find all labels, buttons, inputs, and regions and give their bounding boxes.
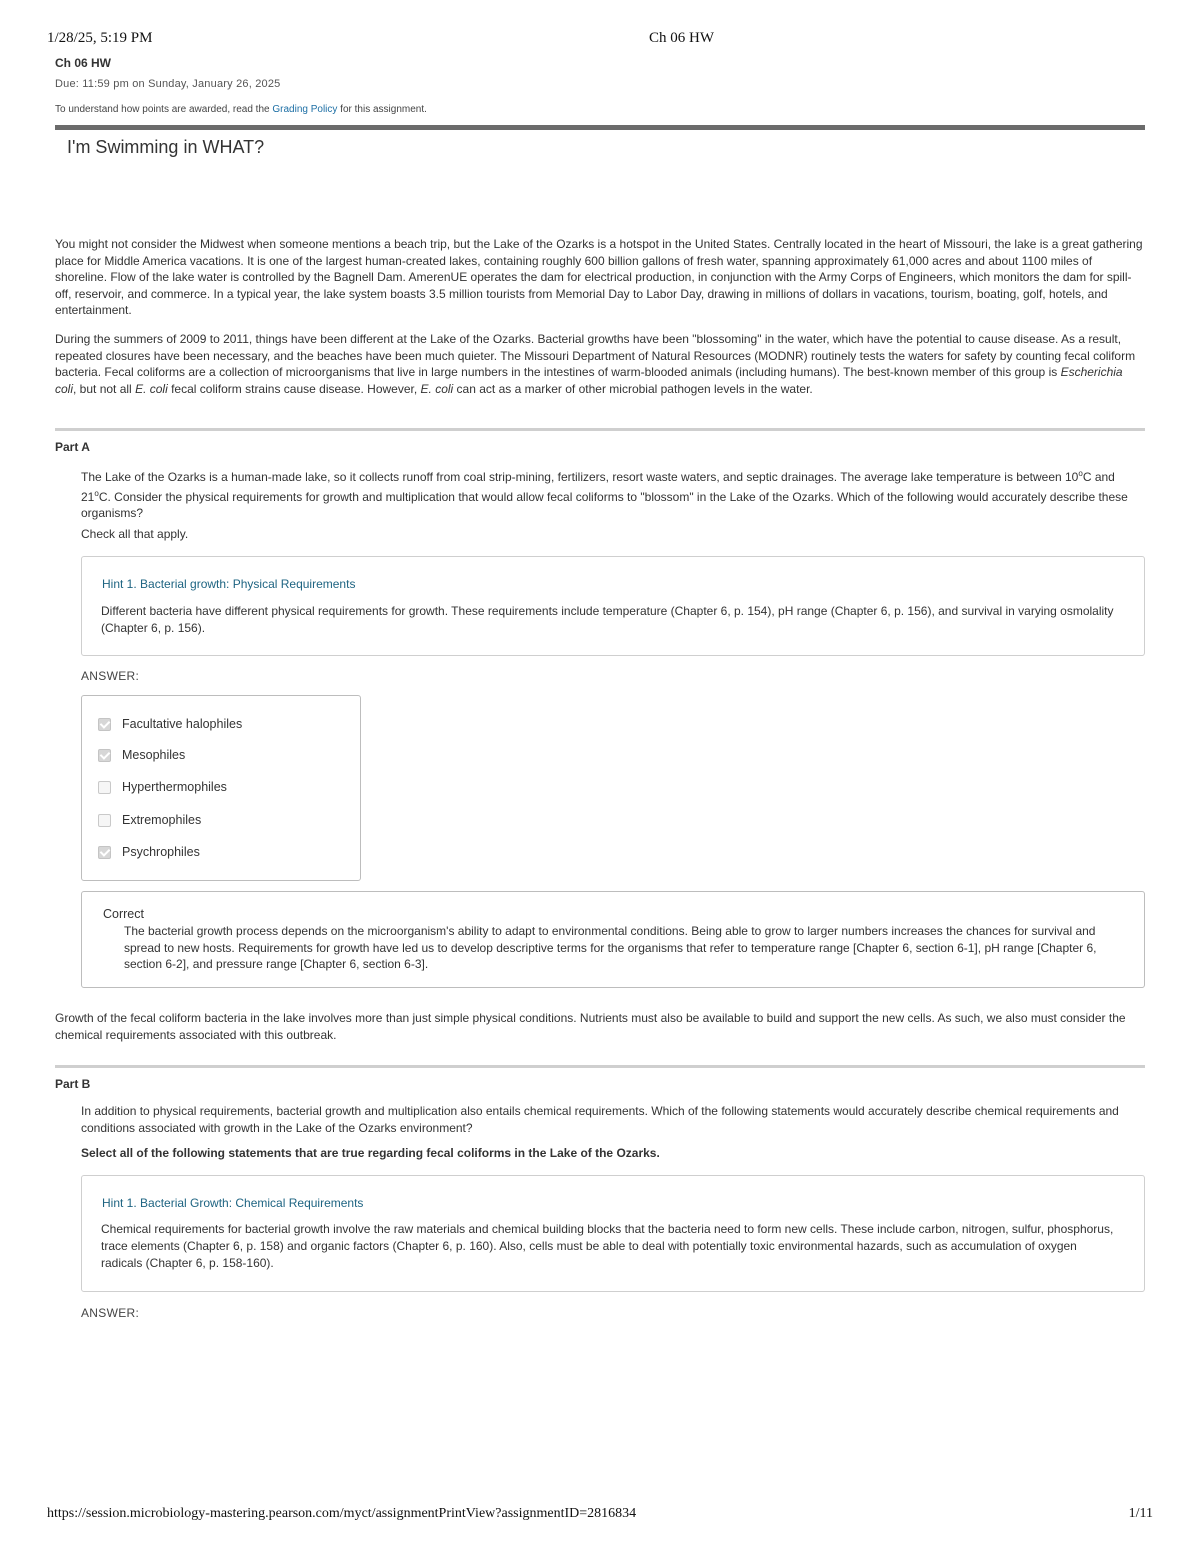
print-footer — [47, 1506, 1153, 1526]
print-title: Ch 06 HW — [649, 30, 714, 46]
due-date: Due: 11:59 pm on Sunday, January 26, 2025 — [55, 78, 281, 90]
print-header — [47, 30, 1153, 50]
intro-paragraph-2 — [55, 331, 1143, 397]
hint-body: Different bacteria have different physical requirements for growth. These requirements include temperature (Chapter 6, p. 154), pH range (Chapter 6, p. 156), and survival in varying osmolality (Chapter 6, p. 156). — [101, 604, 1114, 635]
grading-policy-note — [55, 104, 427, 115]
part-a-divider — [55, 428, 1145, 431]
part-a-instruction: Check all that apply. — [81, 527, 189, 541]
part-b-instruction: Select all of the following statements that are true regarding fecal coliforms in the Lake of the Ozarks. — [81, 1146, 660, 1160]
part-a-feedback — [81, 891, 1145, 988]
part-a-answer-options — [81, 695, 361, 881]
part-a-hint — [81, 556, 1145, 656]
policy-suffix: for this assignment. — [337, 104, 427, 115]
option-label: Mesophiles — [122, 748, 186, 762]
part-a-answer-label: ANSWER: — [81, 669, 140, 683]
part-b-answer-label: ANSWER: — [81, 1306, 140, 1320]
part-a-label: Part A — [55, 440, 90, 454]
hint-title[interactable]: Hint 1. Bacterial Growth: Chemical Requirements — [102, 1196, 364, 1210]
intro-text-segment: During the summers of 2009 to 2011, things have been different at the Lake of the Ozarks. Bacterial growths have been "blossoming" in the water, which have the potential to cause disease. As a result, repeated closures have been necessary, and the beaches have been much quieter. The Missouri Department of Natural Resources (MODNR) routinely tests the waters for safety by counting fecal coliform bacteria. Fecal coliforms are a collection of microorganisms that live in large numbers in the intestines of warm-blooded animals (including humans). The best-known member of this group is — [55, 332, 1136, 379]
policy-prefix: To understand how points are awarded, read the — [55, 104, 273, 115]
hint-title[interactable]: Hint 1. Bacterial growth: Physical Requirements — [102, 577, 356, 591]
header-divider — [55, 125, 1145, 130]
page-number: 1/11 — [1128, 1506, 1153, 1521]
question-segment: C. Consider the physical requirements for growth and multiplication that would allow fecal coliforms to "blossom" in the Lake of the Ozarks. Which of the following would accurately describe these organisms? — [81, 489, 1128, 520]
species-name: Escherichia coli — [55, 365, 1123, 396]
option-label: Extremophiles — [122, 813, 202, 827]
checkbox[interactable] — [98, 846, 111, 859]
part-b-label: Part B — [55, 1077, 91, 1091]
print-url: https://session.microbiology-mastering.pearson.com/myct/assignmentPrintView?assignmentID=2816834 — [47, 1506, 637, 1521]
species-name: E. coli — [420, 381, 454, 396]
intro-text-segment: fecal coliform strains cause disease. However, — [167, 381, 421, 396]
degree-sign: o — [1078, 469, 1083, 478]
intro-text-segment: can act as a marker of other microbial pathogen levels in the water. — [453, 381, 813, 396]
assignment-title: Ch 06 HW — [55, 56, 112, 70]
print-datetime: 1/28/25, 5:19 PM — [47, 30, 153, 46]
checkbox[interactable] — [98, 718, 111, 731]
intro-paragraph-1: You might not consider the Midwest when someone mentions a beach trip, but the Lake of the Ozarks is a hotspot in the United States. Centrally located in the heart of Missouri, the lake is a great gathering place for Middle America vacations. It is one of the largest human-created lakes, containing roughly 600 billion gallons of fresh water, spanning approximately 61,000 acres and about 1100 miles of shoreline. Flow of the lake water is controlled by the Bagnell Dam. AmerenUE operates the dam for electrical production, in conjunction with the Army Corps of Engineers, which monitors the dam for spill-off, reservoir, and commerce. In a typical year, the lake system boasts 3.5 million tourists from Memorial Day to Labor Day, drawing in millions of dollars in vacations, tourism, boating, golf, hotels, and entertainment. — [55, 237, 1143, 317]
question-segment: C and 21 — [81, 470, 1115, 504]
species-name: E. coli — [135, 381, 168, 396]
item-title: I'm Swimming in WHAT? — [67, 137, 265, 157]
checkbox[interactable] — [98, 781, 111, 794]
part-a-question — [81, 466, 1141, 522]
transition-paragraph: Growth of the fecal coliform bacteria in the lake involves more than just simple physical conditions. Nutrients must also be available to build and support the new cells. As such, we also must consider the chemical requirements associated with this outbreak. — [55, 1011, 1126, 1042]
option-label: Hyperthermophiles — [122, 780, 227, 794]
option-label: Facultative halophiles — [122, 717, 243, 731]
hint-body: Chemical requirements for bacterial growth involve the raw materials and chemical building blocks that the bacteria need to form new cells. These include carbon, nitrogen, sulfur, phosphorus, trace elements (Chapter 6, p. 158) and organic factors (Chapter 6, p. 160). Also, cells must be able to deal with potentially toxic environmental hazards, such as accumulation of oxygen radicals (Chapter 6, p. 158-160). — [101, 1222, 1114, 1270]
part-b-hint — [81, 1175, 1145, 1292]
option-label: Psychrophiles — [122, 845, 200, 859]
grading-policy-link[interactable]: Grading Policy — [272, 104, 338, 115]
degree-sign: o — [94, 488, 99, 498]
part-b-question: In addition to physical requirements, bacterial growth and multiplication also entails chemical requirements. Which of the following statements would accurately describe chemical requirements and conditions associated with growth in the Lake of the Ozarks environment? — [81, 1104, 1119, 1135]
feedback-body: The bacterial growth process depends on the microorganism's ability to adapt to environmental conditions. Being able to grow to larger numbers increases the chances for survival and spread to new hosts. Requirements for growth have led us to develop descriptive terms for the organisms that refer to temperature range [Chapter 6, section 6-1], pH range [Chapter 6, section 6-2], and pressure range [Chapter 6, section 6-3]. — [124, 924, 1097, 971]
part-b-divider — [55, 1065, 1145, 1068]
feedback-title: Correct — [103, 907, 144, 921]
intro-text-segment: , but not all — [73, 381, 136, 396]
question-segment: The Lake of the Ozarks is a human-made lake, so it collects runoff from coal strip-mining, fertilizers, resort waste waters, and septic drainages. The average lake temperature is between 10 — [81, 470, 1079, 484]
checkbox[interactable] — [98, 814, 111, 827]
checkbox[interactable] — [98, 749, 111, 762]
